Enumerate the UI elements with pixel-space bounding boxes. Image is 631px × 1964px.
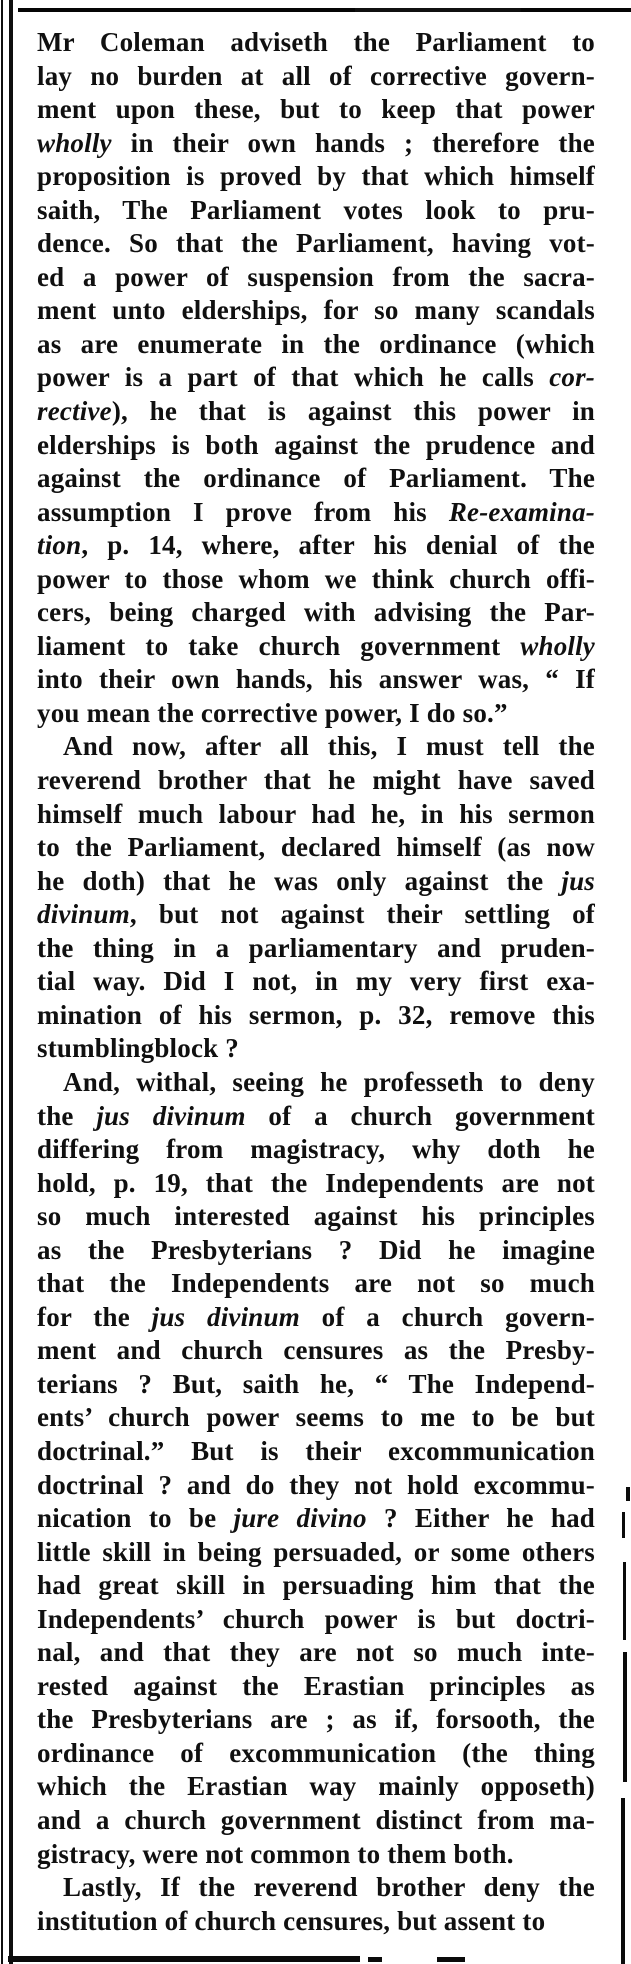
text-line: for the jus divinum of a church govern- bbox=[37, 1301, 595, 1332]
text-line: nication to be jure divino ? Either he had bbox=[37, 1503, 595, 1534]
text-line: wholly in their own hands ; therefore the bbox=[37, 127, 595, 158]
edge-artifact bbox=[623, 1652, 627, 1782]
text-line: the jus divinum of a church government bbox=[37, 1100, 595, 1131]
text-line: doctrinal.” But is their excommunication bbox=[37, 1435, 595, 1466]
text-line: ment unto elderships, for so many scandals bbox=[37, 295, 595, 326]
text-line: ordinance of excommunication (the thing bbox=[37, 1737, 595, 1768]
text-line: And, withal, seeing he professeth to deny bbox=[63, 1066, 595, 1097]
text-line: hold, p. 19, that the Independents are not bbox=[37, 1167, 595, 1198]
text-line: terians ? But, saith he, “ The Independ- bbox=[37, 1368, 595, 1399]
text-line: ment upon these, but to keep that power bbox=[37, 94, 595, 125]
text-line: Lastly, If the reverend brother deny the bbox=[63, 1872, 595, 1903]
text-line: And now, after all this, I must tell the bbox=[63, 731, 595, 762]
text-line: you mean the corrective power, I do so.” bbox=[37, 697, 508, 728]
text-line: little skill in being persuaded, or some others bbox=[37, 1536, 595, 1567]
text-line: so much interested against his principles bbox=[37, 1201, 595, 1232]
text-line: into their own hands, his answer was, “ If bbox=[37, 664, 595, 695]
bottom-rule-segment bbox=[8, 1956, 360, 1962]
text-line: tial way. Did I not, in my very first exa- bbox=[37, 966, 595, 997]
text-line: differing from magistracy, why doth he bbox=[37, 1134, 595, 1165]
text-line: as are enumerate in the ordinance (which bbox=[37, 328, 595, 359]
edge-artifact bbox=[623, 1562, 626, 1640]
text-line: tion, p. 14, where, after his denial of the bbox=[37, 530, 595, 561]
text-line: nal, and that they are not so much inte- bbox=[37, 1637, 595, 1668]
text-line: which the Erastian way mainly opposeth) bbox=[37, 1771, 595, 1802]
text-line: doctrinal ? and do they not hold excommu- bbox=[37, 1469, 595, 1500]
text-line: dence. So that the Parliament, having vot- bbox=[37, 228, 595, 259]
text-line: Independents’ church power is but doctri- bbox=[37, 1603, 595, 1634]
text-line: ment and church censures as the Presby- bbox=[37, 1335, 595, 1366]
text-line: assumption I prove from his Re-examina- bbox=[37, 496, 595, 527]
text-line: as the Presbyterians ? Did he imagine bbox=[37, 1234, 595, 1265]
text-line: power to those whom we think church offi- bbox=[37, 563, 595, 594]
text-line: against the ordinance of Parliament. The bbox=[37, 463, 595, 494]
text-line: divinum, but not against their settling of bbox=[37, 899, 595, 930]
text-line: that the Independents are not so much bbox=[37, 1268, 595, 1299]
text-line: reverend brother that he might have saved bbox=[37, 765, 595, 796]
text-line: saith, The Parliament votes look to pru- bbox=[37, 194, 595, 225]
text-line: himself much labour had he, in his sermon bbox=[37, 798, 595, 829]
text-line: rective), he that is against this power in bbox=[37, 396, 595, 427]
edge-artifact bbox=[621, 1798, 625, 1964]
text-line: ed a power of suspension from the sacra- bbox=[37, 261, 595, 292]
text-line: rested against the Erastian principles as bbox=[37, 1670, 595, 1701]
edge-artifact bbox=[622, 1512, 625, 1538]
text-line: cers, being charged with advising the Par- bbox=[37, 597, 595, 628]
body-text-column bbox=[37, 26, 595, 1938]
text-line: institution of church censures, but assent to bbox=[37, 1905, 546, 1936]
left-border-rule-outer bbox=[1, 0, 3, 1964]
text-line: liament to take church government wholly bbox=[37, 630, 595, 661]
text-line: gistracy, were not common to them both. bbox=[37, 1838, 514, 1869]
text-line: lay no burden at all of corrective govern- bbox=[37, 60, 595, 91]
bottom-rule-segment bbox=[437, 1957, 465, 1962]
text-line: proposition is proved by that which himself bbox=[37, 161, 595, 192]
bottom-rule-segment bbox=[368, 1957, 382, 1962]
text-line: to the Parliament, declared himself (as now bbox=[37, 832, 595, 863]
edge-artifact bbox=[626, 1487, 630, 1501]
text-line: he doth) that he was only against the jus bbox=[37, 865, 595, 896]
text-line: had great skill in persuading him that the bbox=[37, 1570, 595, 1601]
text-line: the Presbyterians are ; as if, forsooth, the bbox=[37, 1704, 595, 1735]
text-line: power is a part of that which he calls cor- bbox=[37, 362, 595, 393]
text-line: elderships is both against the prudence and bbox=[37, 429, 595, 460]
left-border-rule-inner bbox=[9, 0, 13, 1964]
text-line: Mr Coleman adviseth the Parliament to bbox=[37, 27, 595, 57]
text-line: ents’ church power seems to me to be but bbox=[37, 1402, 595, 1433]
text-line: stumblingblock ? bbox=[37, 1033, 240, 1064]
text-line: mination of his sermon, p. 32, remove this bbox=[37, 999, 595, 1030]
top-horizontal-rule bbox=[18, 8, 631, 12]
text-line: and a church government distinct from ma- bbox=[37, 1804, 595, 1835]
text-line: the thing in a parliamentary and pruden- bbox=[37, 932, 595, 963]
